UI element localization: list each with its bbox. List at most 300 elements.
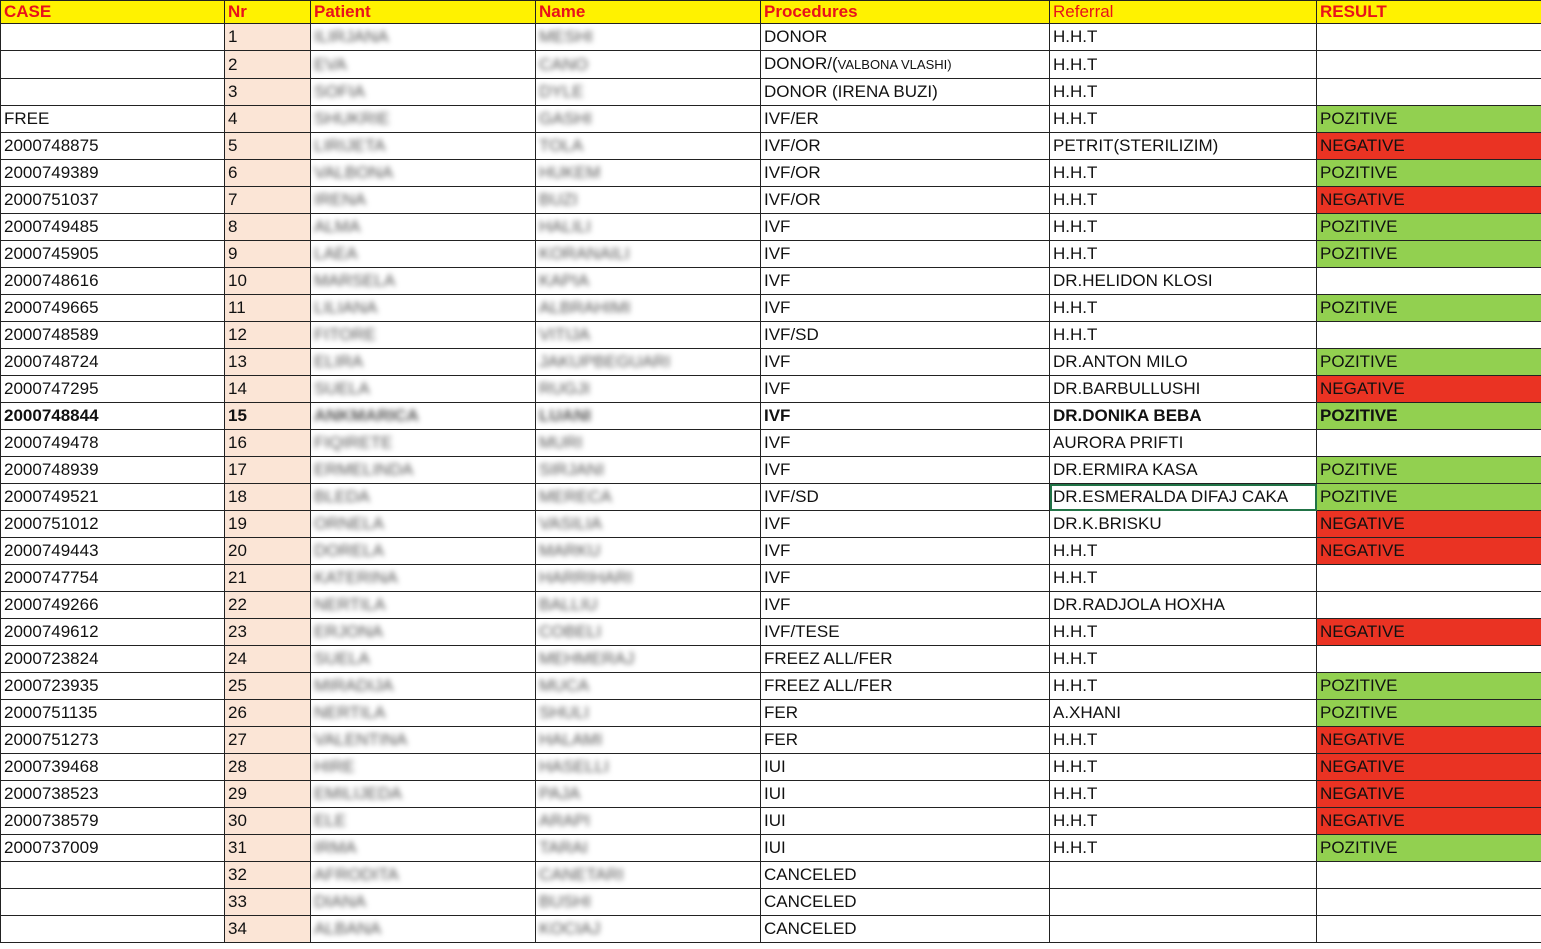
cell-name[interactable]: [536, 79, 761, 106]
cell-procedure[interactable]: [761, 79, 1050, 106]
cell-nr[interactable]: [225, 862, 311, 889]
cell-result[interactable]: [1317, 862, 1541, 889]
cell-procedure[interactable]: [761, 619, 1050, 646]
cell-procedure[interactable]: [761, 133, 1050, 160]
cell-result[interactable]: [1317, 700, 1541, 727]
cell-referral[interactable]: [1050, 403, 1317, 430]
cell-name[interactable]: [536, 727, 761, 754]
cell-nr[interactable]: [225, 241, 311, 268]
cell-result[interactable]: [1317, 592, 1541, 619]
cell-case-text: 2000738579: [4, 811, 99, 830]
cell-patient[interactable]: [311, 808, 536, 835]
cell-result[interactable]: [1317, 835, 1541, 862]
cell-case[interactable]: [1, 430, 225, 457]
cell-name[interactable]: [536, 457, 761, 484]
cell-result[interactable]: [1317, 430, 1541, 457]
table-row: [1, 673, 1541, 700]
cell-referral[interactable]: [1050, 619, 1317, 646]
cell-result[interactable]: [1317, 160, 1541, 187]
cell-procedure[interactable]: [761, 241, 1050, 268]
cell-result[interactable]: [1317, 808, 1541, 835]
cell-result[interactable]: [1317, 727, 1541, 754]
cell-nr[interactable]: [225, 187, 311, 214]
cell-procedure-text: CANCELED: [764, 919, 857, 938]
cell-referral[interactable]: [1050, 565, 1317, 592]
cell-patient[interactable]: [311, 700, 536, 727]
cell-procedure[interactable]: [761, 187, 1050, 214]
cell-nr[interactable]: [225, 51, 311, 79]
cell-patient[interactable]: [311, 51, 536, 79]
header-patient[interactable]: Patient: [311, 1, 536, 24]
cell-referral[interactable]: [1050, 51, 1317, 79]
cell-nr[interactable]: [225, 511, 311, 538]
cell-name[interactable]: [536, 430, 761, 457]
cell-result-text: NEGATIVE: [1320, 730, 1405, 749]
patient-last-name: LUANI: [539, 406, 591, 425]
cell-nr[interactable]: [225, 700, 311, 727]
cell-procedure[interactable]: [761, 538, 1050, 565]
cell-result[interactable]: [1317, 51, 1541, 79]
cell-case[interactable]: [1, 862, 225, 889]
cell-case[interactable]: [1, 133, 225, 160]
cell-case-text: 2000751012: [4, 514, 99, 533]
cell-result[interactable]: [1317, 133, 1541, 160]
cell-nr-text: 21: [228, 568, 247, 587]
cell-procedure[interactable]: [761, 484, 1050, 511]
cell-patient[interactable]: [311, 430, 536, 457]
cell-nr[interactable]: [225, 403, 311, 430]
cell-patient[interactable]: [311, 754, 536, 781]
cell-referral[interactable]: [1050, 484, 1317, 511]
cell-nr[interactable]: [225, 268, 311, 295]
cell-case[interactable]: [1, 646, 225, 673]
cell-nr[interactable]: [225, 295, 311, 322]
cell-case[interactable]: [1, 484, 225, 511]
cell-case-text: 2000748616: [4, 271, 99, 290]
cell-procedure[interactable]: [761, 889, 1050, 916]
cell-case[interactable]: [1, 24, 225, 51]
cell-name[interactable]: [536, 322, 761, 349]
cell-nr[interactable]: [225, 79, 311, 106]
cell-case[interactable]: [1, 79, 225, 106]
cell-case[interactable]: [1, 754, 225, 781]
cell-name[interactable]: [536, 511, 761, 538]
cell-referral[interactable]: [1050, 376, 1317, 403]
cell-referral[interactable]: [1050, 322, 1317, 349]
cell-referral[interactable]: [1050, 214, 1317, 241]
cell-nr[interactable]: [225, 214, 311, 241]
cell-referral[interactable]: [1050, 700, 1317, 727]
cell-patient[interactable]: [311, 349, 536, 376]
cell-name[interactable]: [536, 808, 761, 835]
cell-procedure[interactable]: [761, 727, 1050, 754]
cell-name[interactable]: [536, 349, 761, 376]
cell-nr[interactable]: [225, 646, 311, 673]
table-row: [1, 160, 1541, 187]
cell-name[interactable]: [536, 889, 761, 916]
cell-referral[interactable]: [1050, 511, 1317, 538]
cell-result[interactable]: [1317, 106, 1541, 133]
cell-procedure[interactable]: [761, 457, 1050, 484]
header-referral[interactable]: Referral: [1050, 1, 1317, 24]
table-row: [1, 619, 1541, 646]
patient-last-name: HUKEM: [539, 163, 601, 182]
cell-nr[interactable]: [225, 835, 311, 862]
cell-referral[interactable]: [1050, 349, 1317, 376]
cell-case[interactable]: [1, 376, 225, 403]
header-nr[interactable]: Nr: [225, 1, 311, 24]
header-result[interactable]: RESULT: [1317, 1, 1541, 24]
cell-name[interactable]: [536, 24, 761, 51]
cell-nr[interactable]: [225, 592, 311, 619]
table-row: [1, 214, 1541, 241]
cell-referral[interactable]: [1050, 187, 1317, 214]
patient-last-name: VITIJA: [539, 325, 591, 344]
cell-procedure[interactable]: [761, 349, 1050, 376]
cell-nr[interactable]: [225, 781, 311, 808]
cell-name[interactable]: [536, 916, 761, 943]
cell-result[interactable]: [1317, 619, 1541, 646]
cell-nr-text: 31: [228, 838, 247, 857]
cell-name[interactable]: [536, 376, 761, 403]
cell-referral[interactable]: [1050, 430, 1317, 457]
cell-name[interactable]: [536, 781, 761, 808]
cell-result[interactable]: [1317, 646, 1541, 673]
cell-patient[interactable]: [311, 619, 536, 646]
cell-procedure[interactable]: [761, 268, 1050, 295]
cell-result-text: NEGATIVE: [1320, 379, 1405, 398]
cell-procedure[interactable]: [761, 430, 1050, 457]
cell-name[interactable]: [536, 538, 761, 565]
cell-patient[interactable]: [311, 457, 536, 484]
cell-referral-text: DR.K.BRISKU: [1053, 514, 1162, 533]
cell-procedure[interactable]: [761, 862, 1050, 889]
cell-name[interactable]: [536, 106, 761, 133]
cell-nr[interactable]: [225, 484, 311, 511]
table-row: [1, 646, 1541, 673]
cell-case[interactable]: [1, 349, 225, 376]
cell-name[interactable]: [536, 646, 761, 673]
cell-result[interactable]: [1317, 322, 1541, 349]
cell-procedure[interactable]: [761, 835, 1050, 862]
cell-nr-text: 3: [228, 82, 238, 101]
cell-case-text: 2000749478: [4, 433, 99, 452]
cell-name[interactable]: [536, 619, 761, 646]
cell-patient[interactable]: [311, 538, 536, 565]
cell-referral[interactable]: [1050, 673, 1317, 700]
cell-patient[interactable]: [311, 511, 536, 538]
cell-referral[interactable]: [1050, 754, 1317, 781]
cell-case[interactable]: [1, 51, 225, 79]
patient-first-name: HIRE: [314, 757, 355, 776]
patient-last-name: KORANAILI: [539, 244, 630, 263]
cell-result[interactable]: [1317, 484, 1541, 511]
cell-procedure-text: FER: [764, 703, 798, 722]
table-row: [1, 106, 1541, 133]
cell-nr[interactable]: [225, 538, 311, 565]
cell-patient[interactable]: [311, 889, 536, 916]
cell-referral[interactable]: [1050, 241, 1317, 268]
cell-name[interactable]: [536, 754, 761, 781]
cell-result[interactable]: [1317, 916, 1541, 943]
cell-referral-text: H.H.T: [1053, 541, 1098, 560]
cell-referral-text: DR.ANTON MILO: [1053, 352, 1188, 371]
cell-procedure[interactable]: [761, 781, 1050, 808]
cell-result[interactable]: [1317, 889, 1541, 916]
header-procedures[interactable]: Procedures: [761, 1, 1050, 24]
cell-case[interactable]: [1, 808, 225, 835]
cell-procedure[interactable]: [761, 754, 1050, 781]
cell-result[interactable]: [1317, 214, 1541, 241]
cell-procedure-text: IUI: [764, 811, 786, 830]
cell-patient[interactable]: [311, 24, 536, 51]
patient-last-name: MEHMERAJ: [539, 649, 635, 668]
cell-nr[interactable]: [225, 106, 311, 133]
cell-procedure[interactable]: [761, 403, 1050, 430]
cell-referral[interactable]: [1050, 646, 1317, 673]
cell-referral[interactable]: [1050, 916, 1317, 943]
cell-referral[interactable]: [1050, 727, 1317, 754]
cell-referral-text: H.H.T: [1053, 190, 1098, 209]
cell-name[interactable]: [536, 403, 761, 430]
cell-patient[interactable]: [311, 79, 536, 106]
cell-procedure[interactable]: [761, 700, 1050, 727]
cell-patient[interactable]: [311, 592, 536, 619]
cell-patient[interactable]: [311, 727, 536, 754]
cell-nr[interactable]: [225, 457, 311, 484]
cell-case[interactable]: [1, 592, 225, 619]
cell-patient[interactable]: [311, 268, 536, 295]
header-name[interactable]: Name: [536, 1, 761, 24]
cell-name[interactable]: [536, 160, 761, 187]
patient-first-name: SUELA: [314, 649, 370, 668]
cell-nr[interactable]: [225, 430, 311, 457]
cell-procedure[interactable]: [761, 592, 1050, 619]
cell-referral[interactable]: [1050, 835, 1317, 862]
cell-result[interactable]: [1317, 754, 1541, 781]
cell-referral[interactable]: [1050, 79, 1317, 106]
cell-case[interactable]: [1, 457, 225, 484]
patient-first-name: IRMA: [314, 838, 357, 857]
cell-procedure[interactable]: [761, 214, 1050, 241]
cell-procedure-text: IVF: [764, 217, 791, 236]
cell-patient[interactable]: [311, 484, 536, 511]
cell-procedure-text: IVF/TESE: [764, 622, 840, 641]
cell-procedure[interactable]: [761, 160, 1050, 187]
cell-nr[interactable]: [225, 673, 311, 700]
cell-procedure[interactable]: [761, 808, 1050, 835]
cell-name[interactable]: [536, 268, 761, 295]
cell-referral[interactable]: [1050, 808, 1317, 835]
cell-referral-text: H.H.T: [1053, 54, 1098, 74]
cell-patient[interactable]: [311, 322, 536, 349]
patient-first-name: ALMA: [314, 217, 361, 236]
header-case[interactable]: CASE: [1, 1, 225, 24]
cell-case[interactable]: [1, 511, 225, 538]
cell-result[interactable]: [1317, 268, 1541, 295]
cell-nr[interactable]: [225, 754, 311, 781]
cell-nr[interactable]: [225, 322, 311, 349]
patient-first-name: DIANA: [314, 892, 366, 911]
patient-last-name: KOCIAJ: [539, 919, 601, 938]
cell-patient[interactable]: [311, 646, 536, 673]
cell-patient[interactable]: [311, 781, 536, 808]
cell-name[interactable]: [536, 565, 761, 592]
cell-patient[interactable]: [311, 376, 536, 403]
cell-name[interactable]: [536, 484, 761, 511]
cell-case[interactable]: [1, 160, 225, 187]
cell-case[interactable]: [1, 403, 225, 430]
cell-patient[interactable]: [311, 295, 536, 322]
cell-referral-text: DR.BARBULLUSHI: [1053, 379, 1201, 398]
cell-procedure-text: IVF/OR: [764, 190, 821, 209]
cell-nr[interactable]: [225, 349, 311, 376]
cell-procedure[interactable]: [761, 322, 1050, 349]
patient-last-name: HASELLI: [539, 757, 609, 776]
cell-referral[interactable]: [1050, 268, 1317, 295]
cell-result[interactable]: [1317, 24, 1541, 51]
cell-referral-text: DR.DONIKA BEBA: [1053, 406, 1202, 425]
cell-nr[interactable]: [225, 24, 311, 51]
cell-referral[interactable]: [1050, 889, 1317, 916]
cell-patient[interactable]: [311, 187, 536, 214]
cell-name[interactable]: [536, 187, 761, 214]
cell-case[interactable]: [1, 916, 225, 943]
cell-name[interactable]: [536, 295, 761, 322]
cell-nr[interactable]: [225, 565, 311, 592]
cell-procedure[interactable]: [761, 376, 1050, 403]
cell-result-text: NEGATIVE: [1320, 811, 1405, 830]
cell-case[interactable]: [1, 889, 225, 916]
cell-referral[interactable]: [1050, 133, 1317, 160]
cell-patient[interactable]: [311, 214, 536, 241]
cell-result-text: NEGATIVE: [1320, 514, 1405, 533]
cell-nr[interactable]: [225, 133, 311, 160]
cell-case[interactable]: [1, 538, 225, 565]
cell-result[interactable]: [1317, 295, 1541, 322]
cell-result[interactable]: [1317, 187, 1541, 214]
cell-referral[interactable]: [1050, 862, 1317, 889]
cell-patient[interactable]: [311, 862, 536, 889]
cell-name[interactable]: [536, 835, 761, 862]
cell-name[interactable]: [536, 133, 761, 160]
cell-result[interactable]: [1317, 241, 1541, 268]
cell-case[interactable]: [1, 241, 225, 268]
cell-procedure[interactable]: [761, 511, 1050, 538]
table-row: [1, 754, 1541, 781]
cell-result[interactable]: [1317, 565, 1541, 592]
cell-nr-text: 34: [228, 919, 247, 938]
cell-result-text: NEGATIVE: [1320, 784, 1405, 803]
cell-procedure[interactable]: [761, 646, 1050, 673]
cell-case[interactable]: [1, 565, 225, 592]
cell-result[interactable]: [1317, 403, 1541, 430]
cell-result[interactable]: [1317, 673, 1541, 700]
cell-name[interactable]: [536, 673, 761, 700]
cell-procedure[interactable]: [761, 51, 1050, 79]
cell-name[interactable]: [536, 214, 761, 241]
cell-name[interactable]: [536, 241, 761, 268]
cell-nr[interactable]: [225, 808, 311, 835]
cell-referral[interactable]: [1050, 160, 1317, 187]
cell-referral[interactable]: [1050, 106, 1317, 133]
patient-last-name: MERECA: [539, 487, 612, 506]
cell-referral[interactable]: [1050, 24, 1317, 51]
cell-nr[interactable]: [225, 727, 311, 754]
cell-result[interactable]: [1317, 349, 1541, 376]
cell-nr[interactable]: [225, 160, 311, 187]
cell-procedure-text: IVF/OR: [764, 163, 821, 182]
cell-case[interactable]: [1, 619, 225, 646]
cell-nr[interactable]: [225, 376, 311, 403]
cell-procedure[interactable]: [761, 916, 1050, 943]
cell-patient[interactable]: [311, 916, 536, 943]
cell-case[interactable]: [1, 295, 225, 322]
cell-result[interactable]: [1317, 376, 1541, 403]
cell-case[interactable]: [1, 781, 225, 808]
cell-referral[interactable]: [1050, 781, 1317, 808]
cell-patient[interactable]: [311, 106, 536, 133]
cell-referral-text: H.H.T: [1053, 757, 1098, 776]
patient-last-name: GASHI: [539, 109, 592, 128]
cell-procedure[interactable]: [761, 295, 1050, 322]
cell-result[interactable]: [1317, 79, 1541, 106]
cell-case[interactable]: [1, 835, 225, 862]
cell-case[interactable]: [1, 268, 225, 295]
table-row: [1, 727, 1541, 754]
cell-procedure[interactable]: [761, 673, 1050, 700]
cell-case[interactable]: [1, 106, 225, 133]
patient-last-name: COBELI: [539, 622, 602, 641]
cell-nr-text: 2: [228, 54, 238, 74]
cell-nr-text: 33: [228, 892, 247, 911]
cell-nr[interactable]: [225, 916, 311, 943]
cell-name[interactable]: [536, 592, 761, 619]
cell-patient[interactable]: [311, 403, 536, 430]
cell-result[interactable]: [1317, 511, 1541, 538]
cell-case[interactable]: [1, 700, 225, 727]
cell-result[interactable]: [1317, 457, 1541, 484]
cell-patient[interactable]: [311, 835, 536, 862]
cell-case[interactable]: [1, 727, 225, 754]
cell-case[interactable]: [1, 673, 225, 700]
cell-referral[interactable]: [1050, 538, 1317, 565]
cell-procedure[interactable]: [761, 106, 1050, 133]
cell-patient[interactable]: [311, 673, 536, 700]
cell-procedure[interactable]: [761, 24, 1050, 51]
cell-case[interactable]: [1, 214, 225, 241]
cell-procedure[interactable]: [761, 565, 1050, 592]
cell-nr[interactable]: [225, 889, 311, 916]
cell-nr[interactable]: [225, 619, 311, 646]
cell-result[interactable]: [1317, 781, 1541, 808]
cell-result[interactable]: [1317, 538, 1541, 565]
cell-case[interactable]: [1, 322, 225, 349]
cell-patient[interactable]: [311, 241, 536, 268]
cell-patient[interactable]: [311, 133, 536, 160]
cell-patient[interactable]: [311, 565, 536, 592]
cell-name[interactable]: [536, 862, 761, 889]
cell-referral[interactable]: [1050, 457, 1317, 484]
cell-referral[interactable]: [1050, 295, 1317, 322]
cell-name[interactable]: [536, 700, 761, 727]
cell-nr-text: 7: [228, 190, 238, 209]
cell-result-text: POZITIVE: [1320, 460, 1398, 479]
cell-case[interactable]: [1, 187, 225, 214]
cell-name[interactable]: [536, 51, 761, 79]
cell-referral[interactable]: [1050, 592, 1317, 619]
cell-patient[interactable]: [311, 160, 536, 187]
